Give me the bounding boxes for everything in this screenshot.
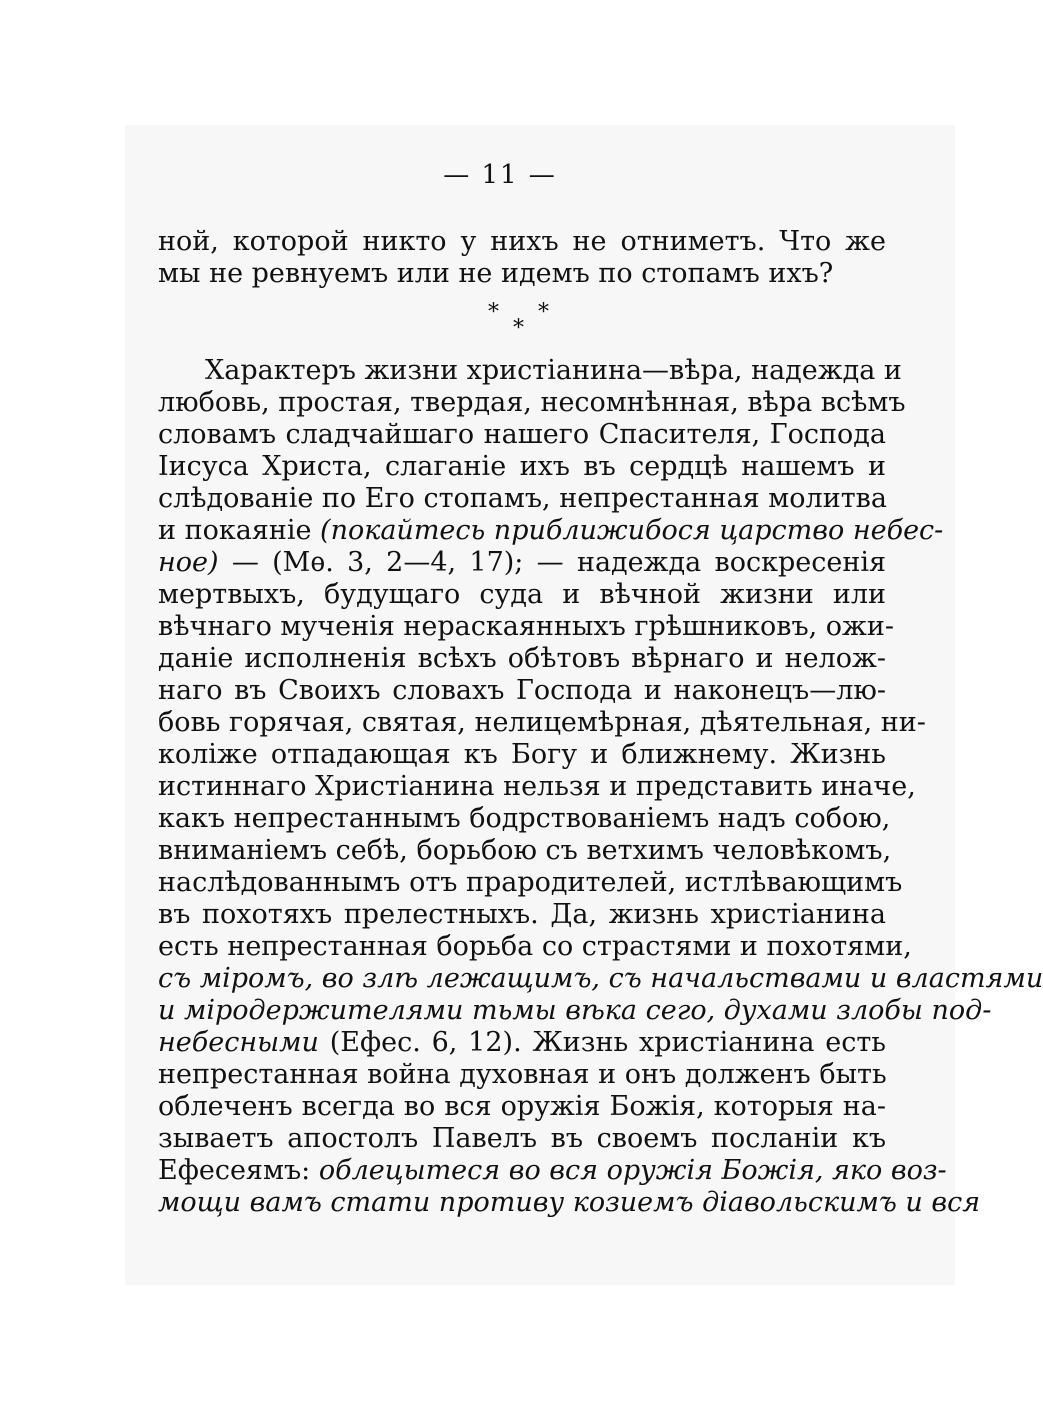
text-line (158, 867, 903, 899)
text-segment: мертвыхъ, будущаго суда и вѣчной жизни или (158, 579, 886, 610)
text-segment: наслѣдованнымъ отъ прародителей, истлѣвающимъ (158, 867, 903, 898)
section-separator (488, 300, 558, 340)
italic-quote: и міродержителями тьмы вѣка сего, духами злобы под- (158, 995, 992, 1026)
text-line (158, 931, 912, 963)
text-line (158, 1187, 981, 1219)
text-segment: истиннаго Христіанина нельзя и представить иначе, (158, 771, 916, 802)
text-line (158, 419, 886, 451)
text-line (158, 835, 892, 867)
text-segment: въ похотяхъ прелестныхъ. Да, жизнь христіанина (158, 899, 886, 930)
italic-quote: ное) (158, 547, 219, 578)
text-line (158, 1027, 886, 1059)
separator-star: * (488, 300, 499, 325)
separator-star: * (513, 316, 524, 341)
italic-quote: съ міромъ, во злѣ лежащимъ, съ начальствами и властями (158, 963, 1043, 994)
text-line (158, 899, 886, 931)
text-line: мы не ревнуемъ или не идемъ по стопамъ ихъ? (158, 258, 834, 289)
text-segment: Характеръ жизни христіанина—вѣра, надежда и (205, 355, 902, 386)
page-number: — 11 — (443, 160, 557, 190)
text-segment: (Ефес. 6, 12). Жизнь христіанина есть (318, 1027, 886, 1058)
italic-quote: облецытеся во вся оружія Божія, яко воз- (318, 1155, 947, 1186)
text-line (158, 515, 944, 547)
text-line (158, 803, 891, 835)
text-segment: вѣчнаго мученія нераскаянныхъ грѣшниковъ, ожи- (158, 611, 895, 642)
text-line (158, 707, 926, 739)
text-segment: даніе исполненія всѣхъ обѣтовъ вѣрнаго и нелож- (158, 643, 886, 674)
text-line (158, 579, 886, 611)
text-segment: наго въ Своихъ словахъ Господа и наконецъ—лю- (158, 675, 886, 706)
text-segment: коліже отпадающая къ Богу и ближнему. Жизнь (158, 739, 886, 770)
text-segment: и покаяніе (158, 515, 321, 546)
italic-quote: мощи вамъ стати противу козиемъ діавольскимъ и вся (158, 1187, 981, 1218)
text-segment: есть непрестанная борьба со страстями и похотями, (158, 931, 912, 962)
text-line (205, 355, 902, 387)
text-line (158, 995, 992, 1027)
text-segment: вниманіемъ себѣ, борьбою съ ветхимъ человѣкомъ, (158, 835, 892, 866)
text-segment: — (Мѳ. 3, 2—4, 17); — надежда воскресенія (218, 547, 886, 578)
text-segment: какъ непрестаннымъ бодрствованіемъ надъ собою, (158, 803, 891, 834)
italic-quote: (покайтесь приближибося царство небес- (320, 515, 944, 546)
italic-quote: небесными (158, 1027, 319, 1058)
text-segment: Іисуса Христа, слаганіе ихъ въ сердцѣ нашемъ и (158, 451, 886, 482)
text-line (158, 387, 906, 419)
text-segment: зываетъ апостолъ Павелъ въ своемъ посланіи къ (158, 1123, 886, 1154)
text-line (158, 675, 886, 707)
text-line (158, 1091, 886, 1123)
text-line (158, 739, 886, 771)
text-segment: любовь, простая, твердая, несомнѣнная, вѣра всѣмъ (158, 387, 906, 418)
text-segment: облеченъ всегда во вся оружія Божія, которыя на- (158, 1091, 886, 1122)
text-line (158, 451, 886, 483)
text-line (158, 1059, 886, 1091)
text-segment: бовь горячая, святая, нелицемѣрная, дѣятельная, ни- (158, 707, 926, 738)
text-line (158, 771, 916, 803)
text-line (158, 1155, 947, 1187)
text-line (158, 1123, 886, 1155)
text-line (158, 547, 886, 579)
text-segment: непрестанная война духовная и онъ долженъ быть (158, 1059, 887, 1090)
text-line (158, 483, 886, 515)
text-segment: Ефесеямъ: (158, 1155, 319, 1186)
text-line (158, 611, 895, 643)
text-line (158, 963, 1043, 995)
text-line: ной, которой никто у нихъ не отниметъ. Что же (158, 226, 886, 257)
text-segment: слѣдованіе по Его стопамъ, непрестанная молитва (158, 483, 887, 514)
separator-star: * (538, 300, 549, 325)
text-segment: словамъ сладчайшаго нашего Спасителя, Господа (158, 419, 886, 450)
text-line (158, 643, 886, 675)
